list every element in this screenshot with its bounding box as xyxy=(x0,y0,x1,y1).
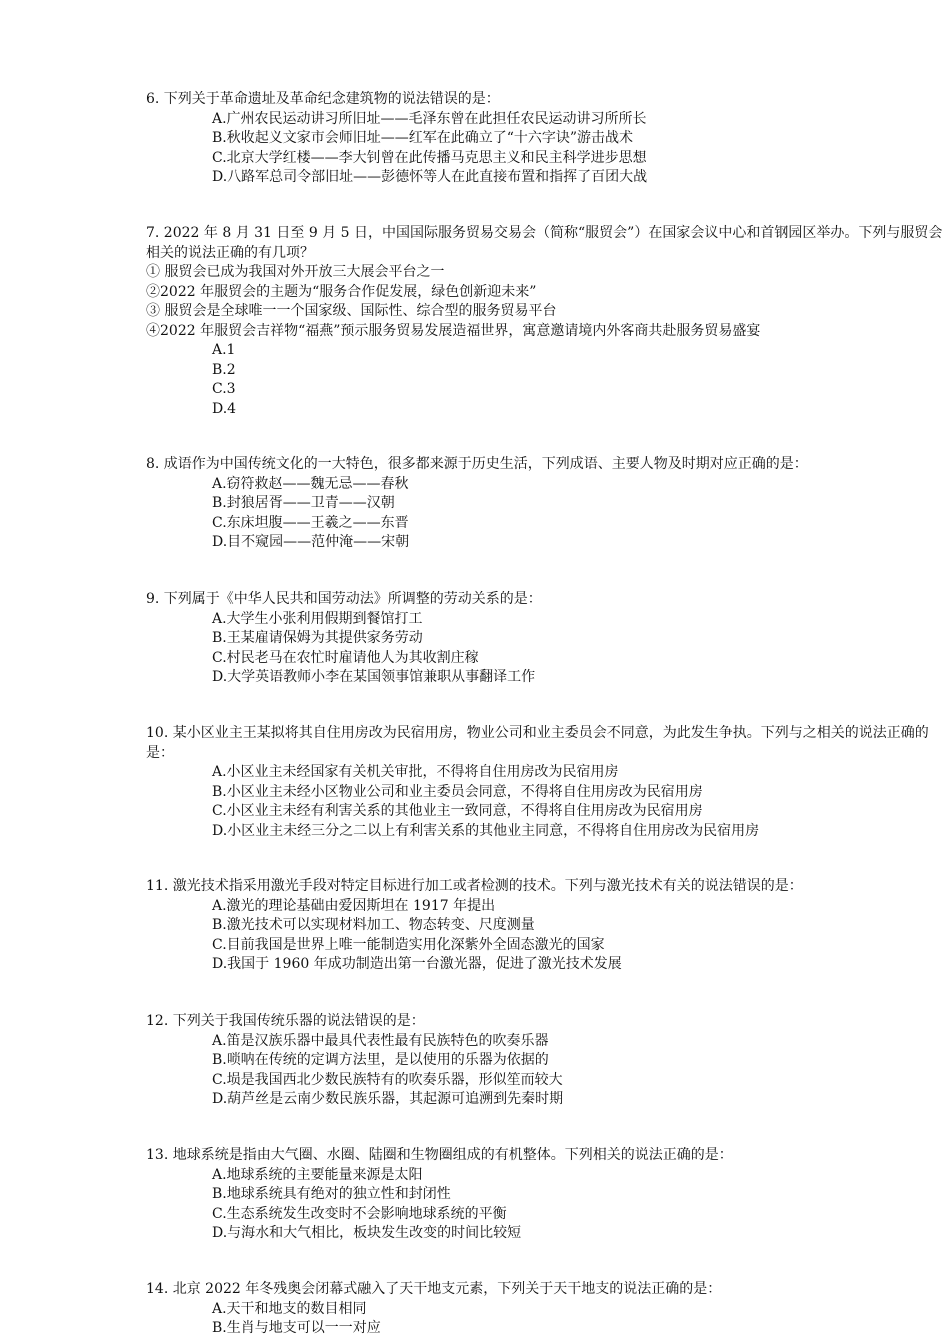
option-d: D.我国于 1960 年成功制造出第一台激光器，促进了激光技术发展 xyxy=(212,956,622,972)
question-stem: 13. 地球系统是指由大气圈、水圈、陆圈和生物圈组成的有机整体。下列相关的说法正确的是： xyxy=(146,1147,733,1163)
option-a: A.1 xyxy=(212,342,236,358)
option-b: B.唢呐在传统的定调方法里，是以使用的乐器为依据的 xyxy=(212,1052,549,1068)
option-d: D.葫芦丝是云南少数民族乐器，其起源可追溯到先秦时期 xyxy=(212,1091,564,1107)
question-11 xyxy=(0,877,950,975)
option-b: B.生肖与地支可以一一对应 xyxy=(212,1320,381,1336)
option-b: B.秋收起义文家市会师旧址——红军在此确立了“十六字诀”游击战术 xyxy=(212,130,634,146)
statement-1: ① 服贸会已成为我国对外开放三大展会平台之一 xyxy=(146,264,445,280)
option-d: D.目不窥园——范仲淹——宋朝 xyxy=(212,534,410,550)
option-d: D.小区业主未经三分之二以上有利害关系的其他业主同意，不得将自住用房改为民宿用房 xyxy=(212,822,760,839)
question-stem: 14. 北京 2022 年冬残奥会闭幕式融入了天干地支元素，下列关于天干地支的说法正确的是： xyxy=(146,1281,722,1297)
option-a: A.激光的理论基础由爱因斯坦在 1917 年提出 xyxy=(212,897,496,914)
option-a: A.广州农民运动讲习所旧址——毛泽东曾在此担任农民运动讲习所所长 xyxy=(212,110,647,127)
option-d: D.八路军总司令部旧址——彭德怀等人在此直接布置和指挥了百团大战 xyxy=(212,169,648,185)
question-stem: 6. 下列关于革命遗址及革命纪念建筑物的说法错误的是： xyxy=(146,91,500,107)
question-8 xyxy=(0,455,950,553)
statement-2: ②2022 年服贸会的主题为“服务合作促发展，绿色创新迎未来” xyxy=(146,283,537,300)
option-d: D.4 xyxy=(212,400,237,417)
option-b: B.地球系统具有绝对的独立性和封闭性 xyxy=(212,1186,451,1202)
option-d: D.与海水和大气相比，板块发生改变的时间比较短 xyxy=(212,1225,522,1241)
option-b: B.激光技术可以实现材料加工、物态转变、尺度测量 xyxy=(212,917,535,933)
question-stem: 7. 2022 年 8 月 31 日至 9 月 5 日，中国国际服务贸易交易会（简称“服贸会”）在国家会议中心和首钢园区举办。下列与服贸会相关的说法正确的有几项？ xyxy=(146,225,943,261)
statement-3: ③ 服贸会是全球唯一一个国家级、国际性、综合型的服务贸易平台 xyxy=(146,303,557,319)
option-b: B.小区业主未经小区物业公司和业主委员会同意，不得将自住用房改为民宿用房 xyxy=(212,783,703,800)
question-13 xyxy=(0,1146,950,1244)
question-14 xyxy=(0,1280,950,1339)
option-d: D.大学英语教师小李在某国领事馆兼职从事翻译工作 xyxy=(212,669,536,685)
option-b: B.2 xyxy=(212,361,236,378)
question-stem: 12. 下列关于我国传统乐器的说法错误的是： xyxy=(146,1013,425,1029)
question-7 xyxy=(0,224,950,419)
option-c: C.3 xyxy=(212,381,236,397)
question-9 xyxy=(0,590,950,688)
question-stem: 9. 下列属于《中华人民共和国劳动法》所调整的劳动关系的是： xyxy=(146,591,542,607)
option-a: A.天干和地支的数目相同 xyxy=(212,1300,367,1317)
option-b: B.王某雇请保姆为其提供家务劳动 xyxy=(212,630,423,646)
option-a: A.窃符救赵——魏无忌——春秋 xyxy=(212,475,409,492)
question-stem: 10. 某小区业主王某拟将其自住用房改为民宿用房，物业公司和业主委员会不同意，为此发生争执。下列与之相关的说法正确的是： xyxy=(146,725,929,761)
option-a: A.笛是汉族乐器中最具代表性最有民族特色的吹奏乐器 xyxy=(212,1032,549,1049)
question-12 xyxy=(0,1012,950,1110)
option-a: A.大学生小张利用假期到餐馆打工 xyxy=(212,610,423,627)
option-c: C.埙是我国西北少数民族特有的吹奏乐器，形似笙而较大 xyxy=(212,1071,563,1088)
option-c: C.目前我国是世界上唯一能制造实用化深紫外全固态激光的国家 xyxy=(212,936,605,953)
option-c: C.生态系统发生改变时不会影响地球系统的平衡 xyxy=(212,1205,507,1222)
question-stem: 11. 激光技术指采用激光手段对特定目标进行加工或者检测的技术。下列与激光技术有关的说法错误的是： xyxy=(146,878,803,894)
option-c: C.小区业主未经有利害关系的其他业主一致同意，不得将自住用房改为民宿用房 xyxy=(212,803,703,819)
option-c: C.村民老马在农忙时雇请他人为其收割庄稼 xyxy=(212,649,479,666)
statement-4: ④2022 年服贸会吉祥物“福燕”预示服务贸易发展造福世界，寓意邀请境内外客商共赴服务贸易盛宴 xyxy=(146,322,761,339)
option-b: B.封狼居胥——卫青——汉朝 xyxy=(212,495,395,511)
question-stem: 8. 成语作为中国传统文化的一大特色，很多都来源于历史生活，下列成语、主要人物及时期对应正确的是： xyxy=(146,456,808,472)
question-6 xyxy=(0,90,950,188)
option-c: C.北京大学红楼——李大钊曾在此传播马克思主义和民主科学进步思想 xyxy=(212,149,647,166)
option-c: C.东床坦腹——王羲之——东晋 xyxy=(212,514,409,531)
question-10 xyxy=(0,724,950,841)
option-a: A.地球系统的主要能量来源是太阳 xyxy=(212,1166,423,1183)
option-a: A.小区业主未经国家有关机关审批，不得将自住用房改为民宿用房 xyxy=(212,764,619,780)
